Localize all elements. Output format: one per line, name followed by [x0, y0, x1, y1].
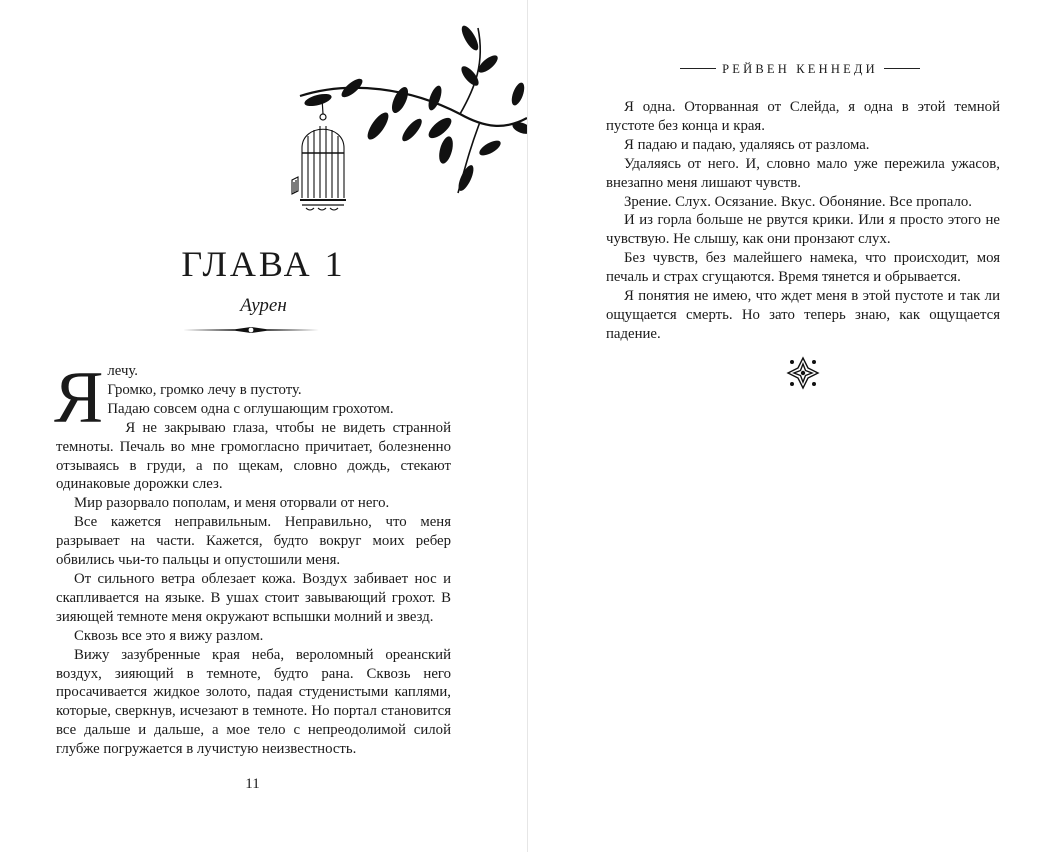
chapter-title: ГЛАВА 1 — [181, 244, 346, 284]
ornamental-rule — [183, 325, 319, 335]
opening-line: Падаю совсем одна с оглушающим грохотом. — [107, 400, 394, 417]
opening-line: Громко, громко лечу в пустоту. — [107, 381, 302, 398]
opening-lines — [56, 362, 451, 419]
running-head-rule-right — [884, 68, 920, 69]
paragraph: И из горла больше не рвутся крики. Или я просто этого не чувствую. Не слышу, как они пронзают слух. — [606, 212, 1000, 248]
paragraph: Мир разорвало пополам, и меня оторвали от него. — [74, 495, 390, 512]
fleuron-ornament — [786, 356, 820, 390]
paragraph: От сильного ветра облезает кожа. Воздух забивает нос и скапливается на языке. В ушах стоит завывающий грохот. В зияющей темноте меня окружают вспышки молний и звезд. — [56, 570, 451, 625]
book-gutter — [527, 0, 528, 852]
paragraph: Удаляясь от него. И, словно мало уже пережила ужасов, внезапно меня лишают чувств. — [606, 155, 1000, 191]
running-head — [680, 60, 920, 78]
paragraph: Я одна. Оторванная от Слейда, я одна в этой темной пустоте без конца и края. — [606, 99, 1000, 134]
paragraph: Сквозь все это я вижу разлом. — [74, 627, 264, 644]
paragraph: Зрение. Слух. Осязание. Вкус. Обоняние. Все пропало. — [624, 193, 972, 210]
birdcage-branch-illustration — [290, 18, 527, 218]
paragraph: Все кажется неправильным. Неправильно, что меня разрывает на части. Кажется, будто вокруг моих ребер обвились чьи-то пальцы и опустошили меня. — [56, 514, 451, 569]
paragraph: Я понятия не имею, что ждет меня в этой пустоте и так ли ощущается смерть. Но зато теперь знаю, как ощущается падение. — [606, 288, 1000, 342]
left-page-body — [54, 357, 451, 759]
paragraph: Без чувств, без малейшего намека, что происходит, моя печаль и страх сгущаются. Время тянется и обрывается. — [606, 250, 1000, 286]
right-page-body — [606, 98, 1000, 344]
drop-cap: Я — [54, 357, 104, 439]
paragraph: Вижу зазубренные края неба, вероломный ореанский воздух, зияющий в темноте, будто рана. Сквозь него просачивается жидкое золото, падая студенистыми каплями, которые, сверкнув, исчезают в темноте. Но портал становится все дальше и дальше, а мое тело с непреодолимой силой глубже погружается в лучистую неизвестность. — [56, 646, 451, 758]
chapter-subtitle: Аурен — [240, 295, 287, 316]
opening-line: лечу. — [107, 363, 139, 379]
page-number: 11 — [245, 776, 260, 792]
running-head-text: РЕЙВЕН КЕННЕДИ — [722, 62, 878, 76]
paragraph: Я падаю и падаю, удаляясь от разлома. — [624, 136, 870, 153]
paragraph: Я не закрываю глаза, чтобы не видеть странной темноты. Печаль во мне громогласно причитает, болезненно отзываясь в груди, а по щекам, словно дождь, стекают одинаковые дорожки слез. — [56, 419, 451, 493]
